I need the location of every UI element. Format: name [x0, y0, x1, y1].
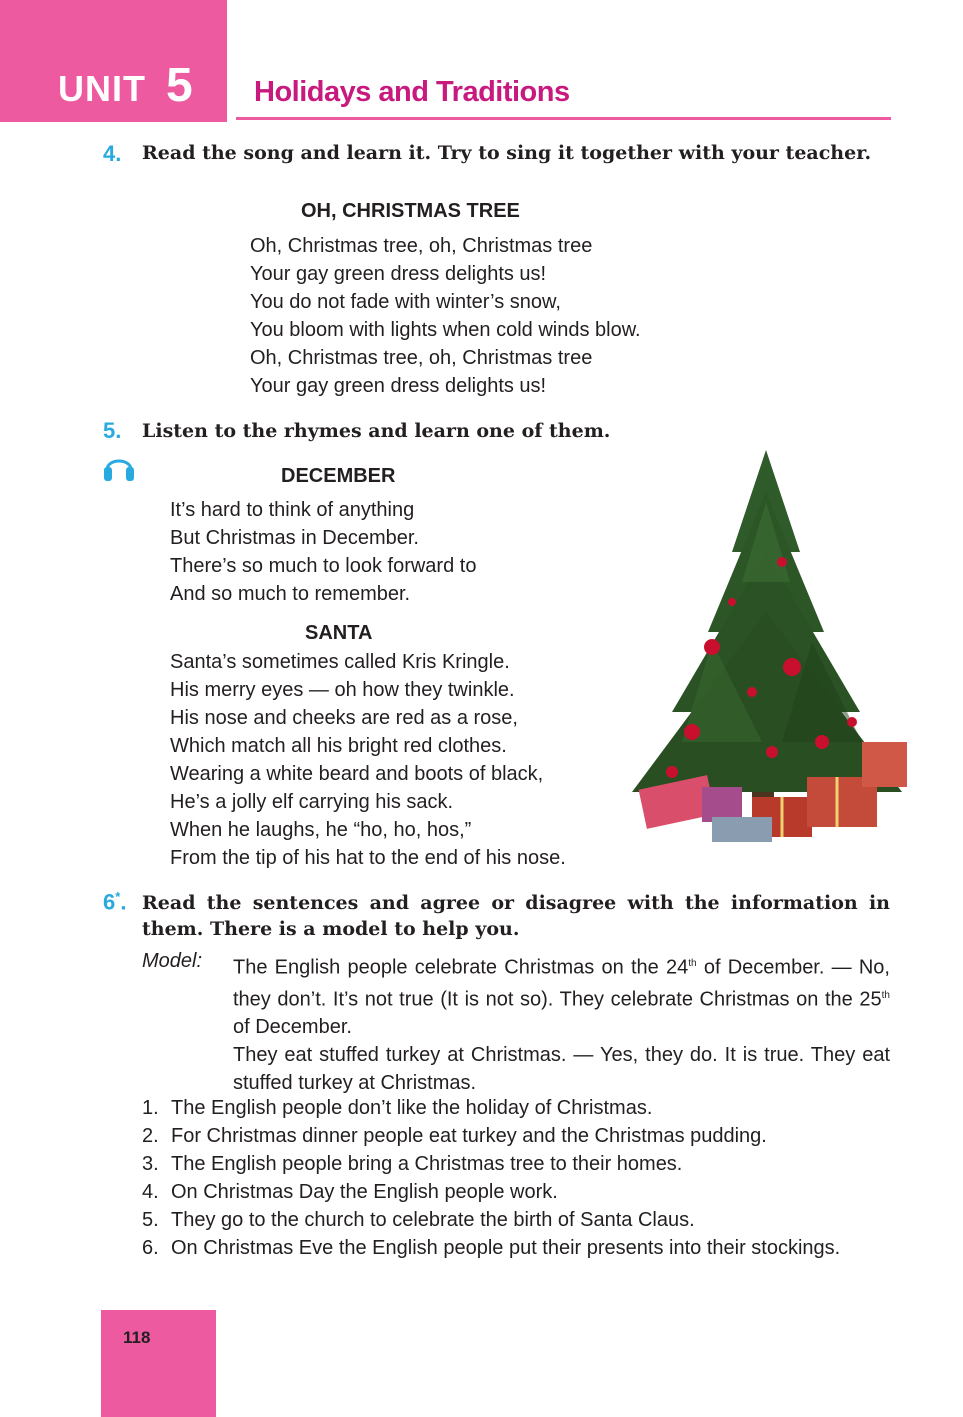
rhyme-december-lines [170, 496, 476, 608]
rhyme-line: He’s a jolly elf carrying his sack. [170, 791, 454, 813]
rhyme-line: It’s hard to think of anything [170, 499, 415, 521]
christmas-tree-image [612, 442, 920, 872]
list-item [142, 1178, 890, 1206]
unit-number: 5 [166, 59, 193, 112]
rhyme-line: His merry eyes — oh how they twinkle. [170, 679, 515, 701]
exercise-5-instruction: Listen to the rhymes and learn one of them. [142, 420, 611, 442]
item-text: For Christmas dinner people eat turkey and the Christmas pudding. [171, 1125, 767, 1147]
exercise-6-list [142, 1094, 890, 1262]
title-underline [236, 117, 891, 120]
list-item [142, 1150, 890, 1178]
rhyme-line: When he laughs, he “ho, ho, hos,” [170, 819, 472, 841]
song-line: Oh, Christmas tree, oh, Christmas tree [250, 235, 593, 257]
model-superscript: th [881, 989, 890, 1001]
item-number: 6. [142, 1237, 159, 1259]
item-text: They go to the church to celebrate the birth of Santa Claus. [171, 1209, 695, 1231]
exercise-6-number [103, 889, 126, 915]
item-text: The English people bring a Christmas tree to their homes. [171, 1153, 683, 1175]
page-number: 118 [123, 1328, 151, 1347]
item-text: On Christmas Day the English people work. [171, 1181, 558, 1203]
model-superscript: th [688, 958, 697, 969]
list-item [142, 1094, 890, 1122]
rhyme-santa-lines [170, 648, 566, 872]
list-item [142, 1234, 890, 1262]
item-text: The English people don’t like the holiday of Christmas. [171, 1097, 653, 1119]
model-paragraph-2: They eat stuffed turkey at Christmas. — Yes, they do. It is true. They eat stuffed turkey at Christmas. [233, 1044, 890, 1095]
item-text: On Christmas Eve the English people put their presents into their stockings. [171, 1237, 841, 1259]
page-number-box [101, 1310, 216, 1417]
exercise-4-number: 4. [103, 141, 122, 166]
rhyme-line: Santa’s sometimes called Kris Kringle. [170, 651, 510, 673]
model-label: Model: [142, 950, 203, 972]
model-paragraph-1 [233, 950, 890, 1041]
song-title: OH, CHRISTMAS TREE [301, 200, 520, 222]
list-item [142, 1206, 890, 1234]
song-line: You bloom with lights when cold winds blow. [250, 319, 641, 341]
rhyme-line: There’s so much to look forward to [170, 555, 477, 577]
model-text-part: The English people celebrate Christmas on the 24 [233, 956, 689, 979]
rhyme-line: Which match all his bright red clothes. [170, 735, 507, 757]
rhyme-line: And so much to remember. [170, 583, 411, 605]
song-line: You do not fade with winter’s snow, [250, 291, 561, 313]
rhyme-title-december: DECEMBER [281, 465, 396, 487]
exercise-5-number: 5. [103, 418, 122, 443]
rhyme-line: His nose and cheeks are red as a rose, [170, 707, 518, 729]
item-number: 2. [142, 1125, 159, 1147]
item-number: 4. [142, 1181, 159, 1203]
unit-label: UNIT [58, 68, 146, 109]
item-number: 5. [142, 1209, 159, 1231]
song-line: Your gay green dress delights us! [250, 375, 547, 397]
item-number: 3. [142, 1153, 159, 1175]
list-item [142, 1122, 890, 1150]
song-line: Oh, Christmas tree, oh, Christmas tree [250, 347, 593, 369]
song-lyrics [250, 232, 641, 400]
rhyme-line: Wearing a white beard and boots of black, [170, 763, 544, 785]
model-text-part: of December. [233, 1016, 352, 1039]
headphones-icon [103, 452, 135, 487]
song-line: Your gay green dress delights us! [250, 263, 547, 285]
exercise-6-instruction: Read the sentences and agree or disagree with the information in them. There is a model to help you. [142, 892, 890, 940]
item-number: 1. [142, 1097, 159, 1119]
exercise-6-digit: 6 [103, 889, 116, 915]
model-text-part: of December. — No, they don’t. It’s not true (It is not so). They celebrate Christmas on the 25 [233, 956, 890, 1011]
chapter-title: Holidays and Traditions [254, 76, 570, 108]
model-text [233, 950, 890, 1097]
exercise-6-dot: . [120, 889, 127, 915]
rhyme-title-santa: SANTA [305, 622, 373, 644]
rhyme-line: From the tip of his hat to the end of his nose. [170, 847, 566, 869]
rhyme-line: But Christmas in December. [170, 527, 419, 549]
exercise-4-instruction: Read the song and learn it. Try to sing it together with your teacher. [142, 142, 872, 164]
exercise-6-star: * [115, 889, 121, 904]
